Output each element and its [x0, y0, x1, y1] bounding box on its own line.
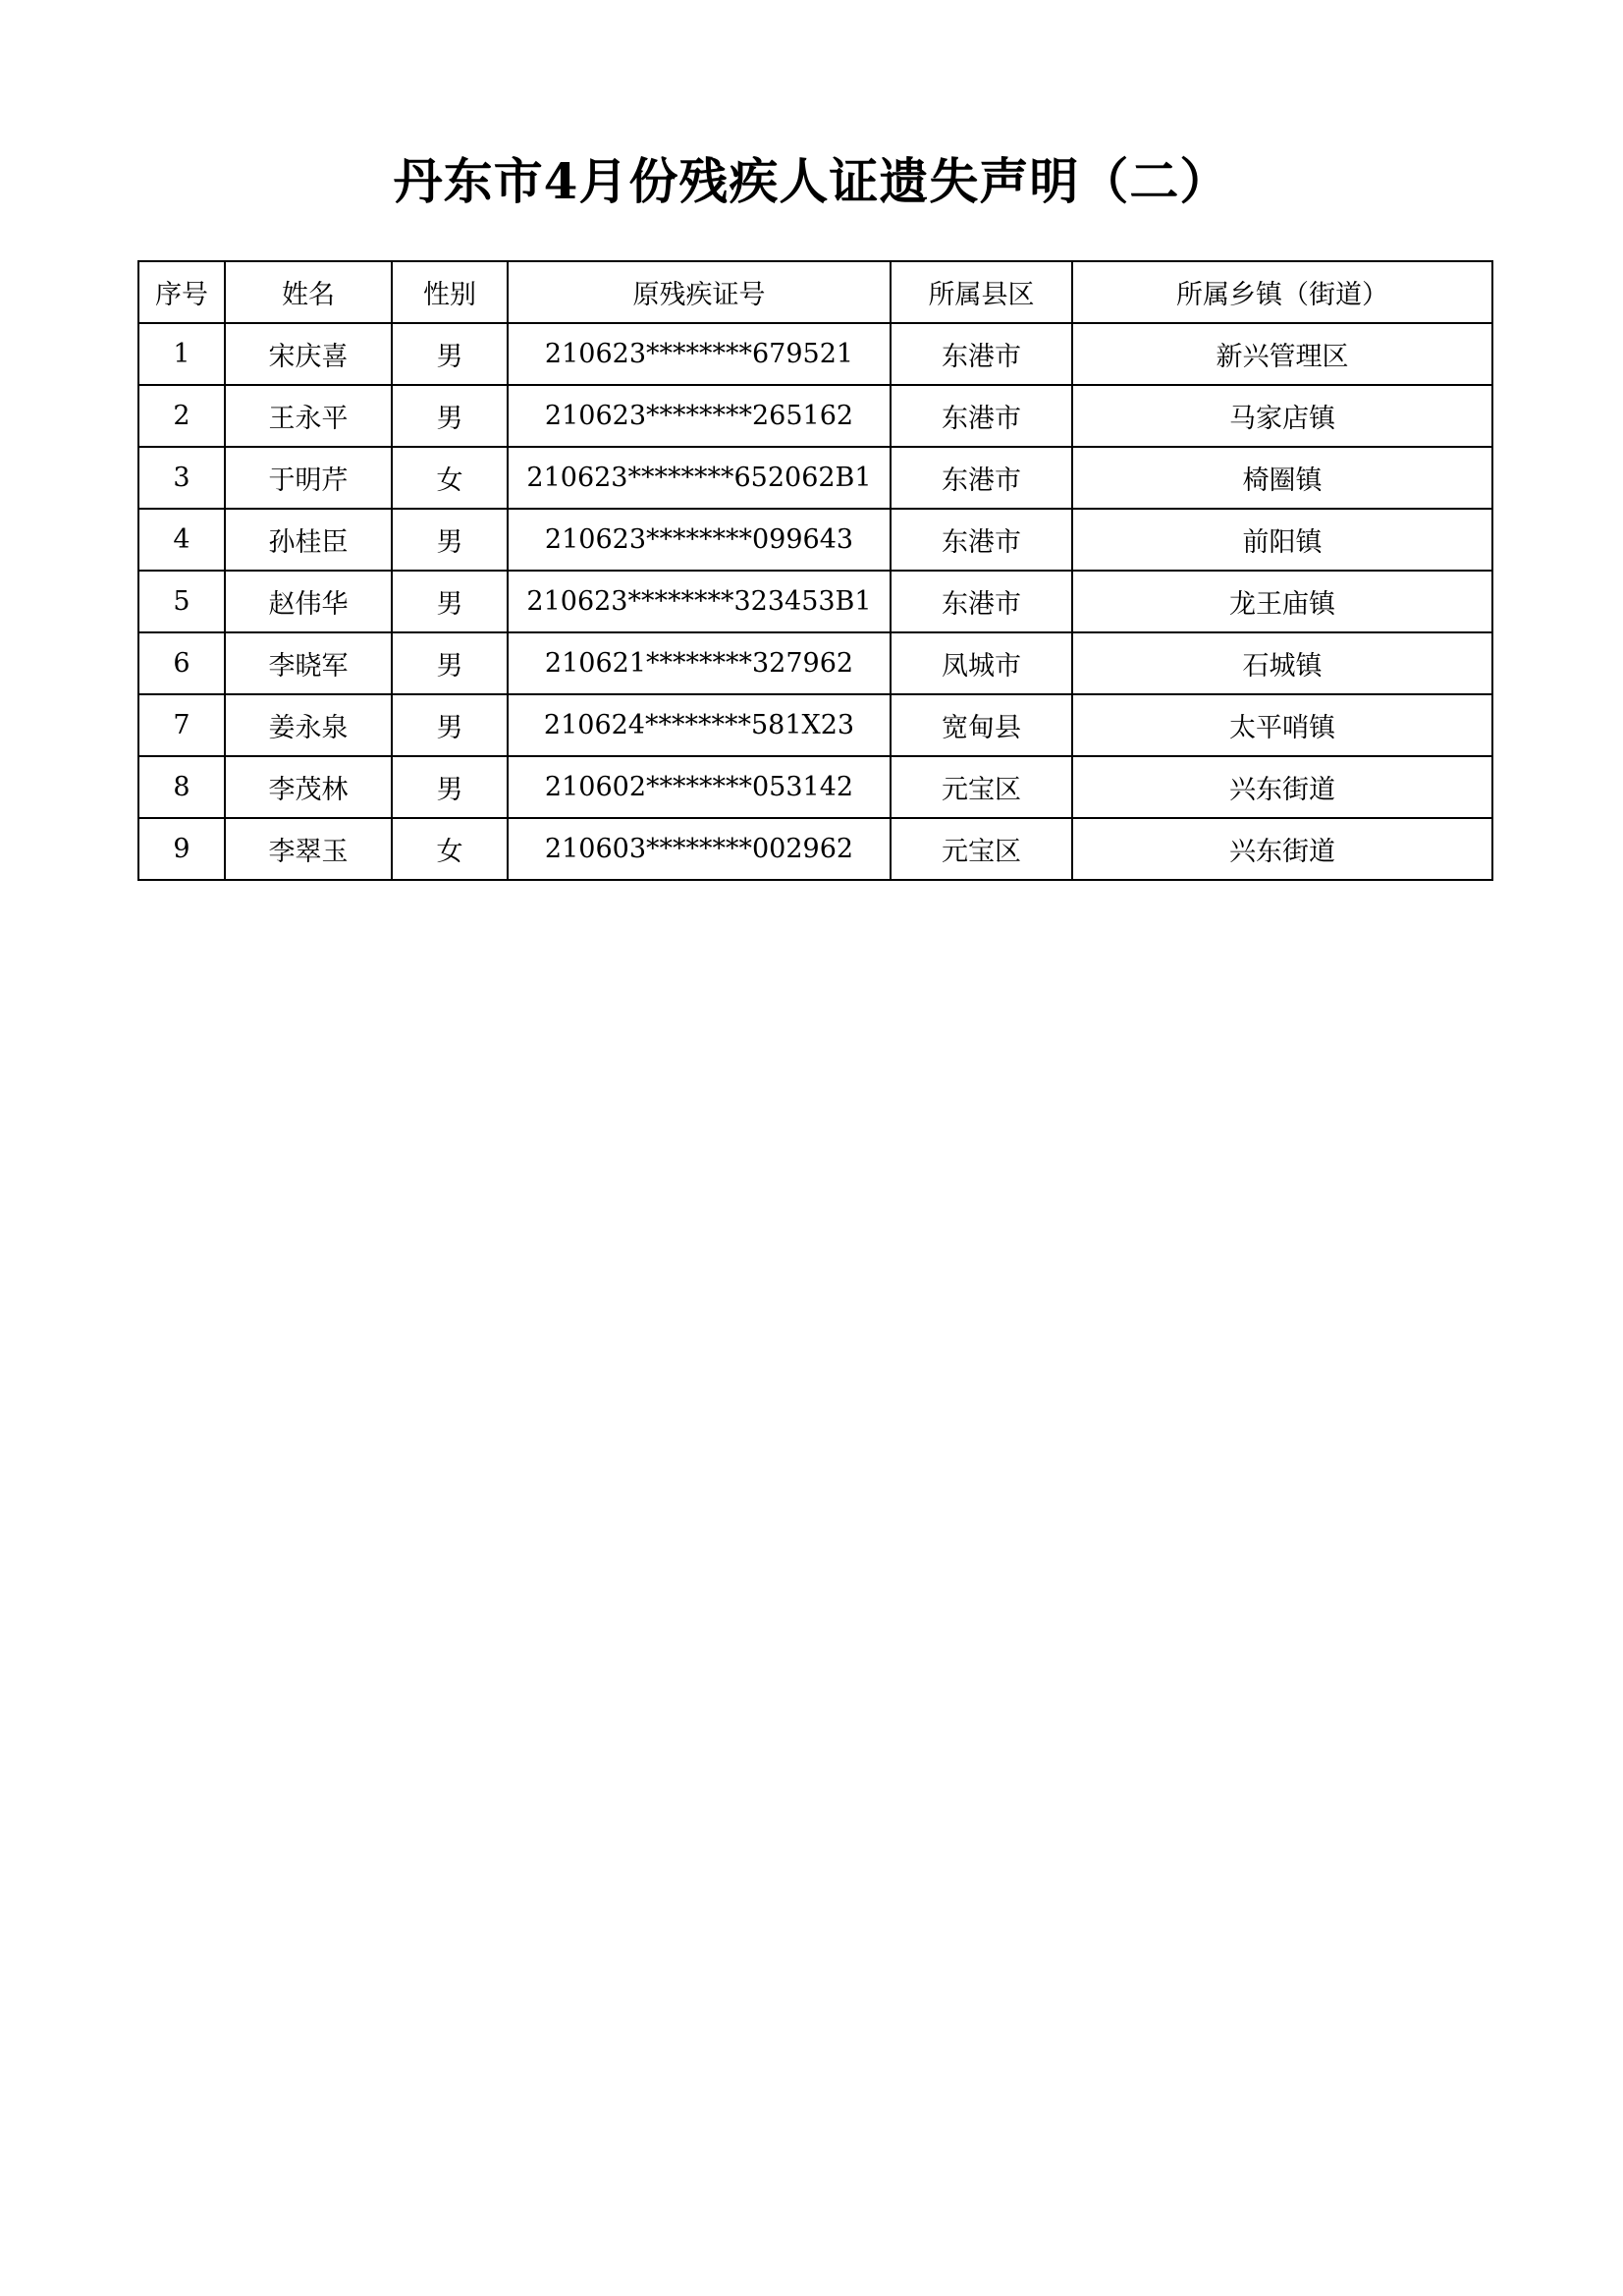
cell-county: 东港市	[891, 571, 1072, 632]
cell-county: 元宝区	[891, 818, 1072, 880]
cell-no: 6	[138, 632, 225, 694]
cell-name: 赵伟华	[225, 571, 392, 632]
table-row	[138, 447, 1492, 509]
cell-sex: 男	[392, 756, 508, 818]
declaration-table	[137, 260, 1493, 881]
cell-name: 宋庆喜	[225, 323, 392, 385]
cell-name: 李翠玉	[225, 818, 392, 880]
header-town: 所属乡镇（街道）	[1072, 261, 1492, 323]
cell-sex: 男	[392, 694, 508, 756]
cell-card-id: 210623********323453B1	[508, 571, 891, 632]
cell-county: 东港市	[891, 509, 1072, 571]
cell-no: 8	[138, 756, 225, 818]
table-row	[138, 632, 1492, 694]
header-name: 姓名	[225, 261, 392, 323]
cell-town: 椅圈镇	[1072, 447, 1492, 509]
cell-card-id: 210623********265162	[508, 385, 891, 447]
cell-no: 3	[138, 447, 225, 509]
cell-card-id: 210623********099643	[508, 509, 891, 571]
cell-town: 太平哨镇	[1072, 694, 1492, 756]
table-row	[138, 323, 1492, 385]
header-county: 所属县区	[891, 261, 1072, 323]
table-row	[138, 385, 1492, 447]
cell-town: 新兴管理区	[1072, 323, 1492, 385]
cell-card-id: 210624********581X23	[508, 694, 891, 756]
cell-county: 凤城市	[891, 632, 1072, 694]
cell-sex: 男	[392, 323, 508, 385]
cell-card-id: 210603********002962	[508, 818, 891, 880]
cell-sex: 男	[392, 385, 508, 447]
cell-town: 前阳镇	[1072, 509, 1492, 571]
cell-name: 李茂林	[225, 756, 392, 818]
table-row	[138, 694, 1492, 756]
cell-no: 4	[138, 509, 225, 571]
cell-town: 兴东街道	[1072, 818, 1492, 880]
declaration-table-container	[137, 260, 1493, 881]
cell-no: 2	[138, 385, 225, 447]
table-header	[138, 261, 1492, 323]
table-row	[138, 571, 1492, 632]
cell-town: 兴东街道	[1072, 756, 1492, 818]
cell-sex: 男	[392, 632, 508, 694]
cell-name: 王永平	[225, 385, 392, 447]
cell-town: 石城镇	[1072, 632, 1492, 694]
cell-county: 元宝区	[891, 756, 1072, 818]
table-row	[138, 756, 1492, 818]
header-no: 序号	[138, 261, 225, 323]
cell-card-id: 210623********679521	[508, 323, 891, 385]
table-row	[138, 509, 1492, 571]
cell-sex: 女	[392, 447, 508, 509]
cell-name: 于明芹	[225, 447, 392, 509]
cell-town: 马家店镇	[1072, 385, 1492, 447]
table-body	[138, 323, 1492, 880]
cell-sex: 女	[392, 818, 508, 880]
cell-card-id: 210621********327962	[508, 632, 891, 694]
cell-sex: 男	[392, 509, 508, 571]
cell-name: 姜永泉	[225, 694, 392, 756]
header-card-id: 原残疾证号	[508, 261, 891, 323]
cell-town: 龙王庙镇	[1072, 571, 1492, 632]
page-title: 丹东市4月份残疾人证遗失声明（二）	[393, 152, 1230, 210]
cell-card-id: 210602********053142	[508, 756, 891, 818]
header-sex: 性别	[392, 261, 508, 323]
cell-name: 李晓军	[225, 632, 392, 694]
cell-county: 宽甸县	[891, 694, 1072, 756]
cell-name: 孙桂臣	[225, 509, 392, 571]
cell-card-id: 210623********652062B1	[508, 447, 891, 509]
cell-sex: 男	[392, 571, 508, 632]
cell-no: 5	[138, 571, 225, 632]
cell-county: 东港市	[891, 323, 1072, 385]
table-row	[138, 818, 1492, 880]
cell-no: 1	[138, 323, 225, 385]
cell-no: 7	[138, 694, 225, 756]
cell-no: 9	[138, 818, 225, 880]
header-row	[138, 261, 1492, 323]
cell-county: 东港市	[891, 385, 1072, 447]
cell-county: 东港市	[891, 447, 1072, 509]
